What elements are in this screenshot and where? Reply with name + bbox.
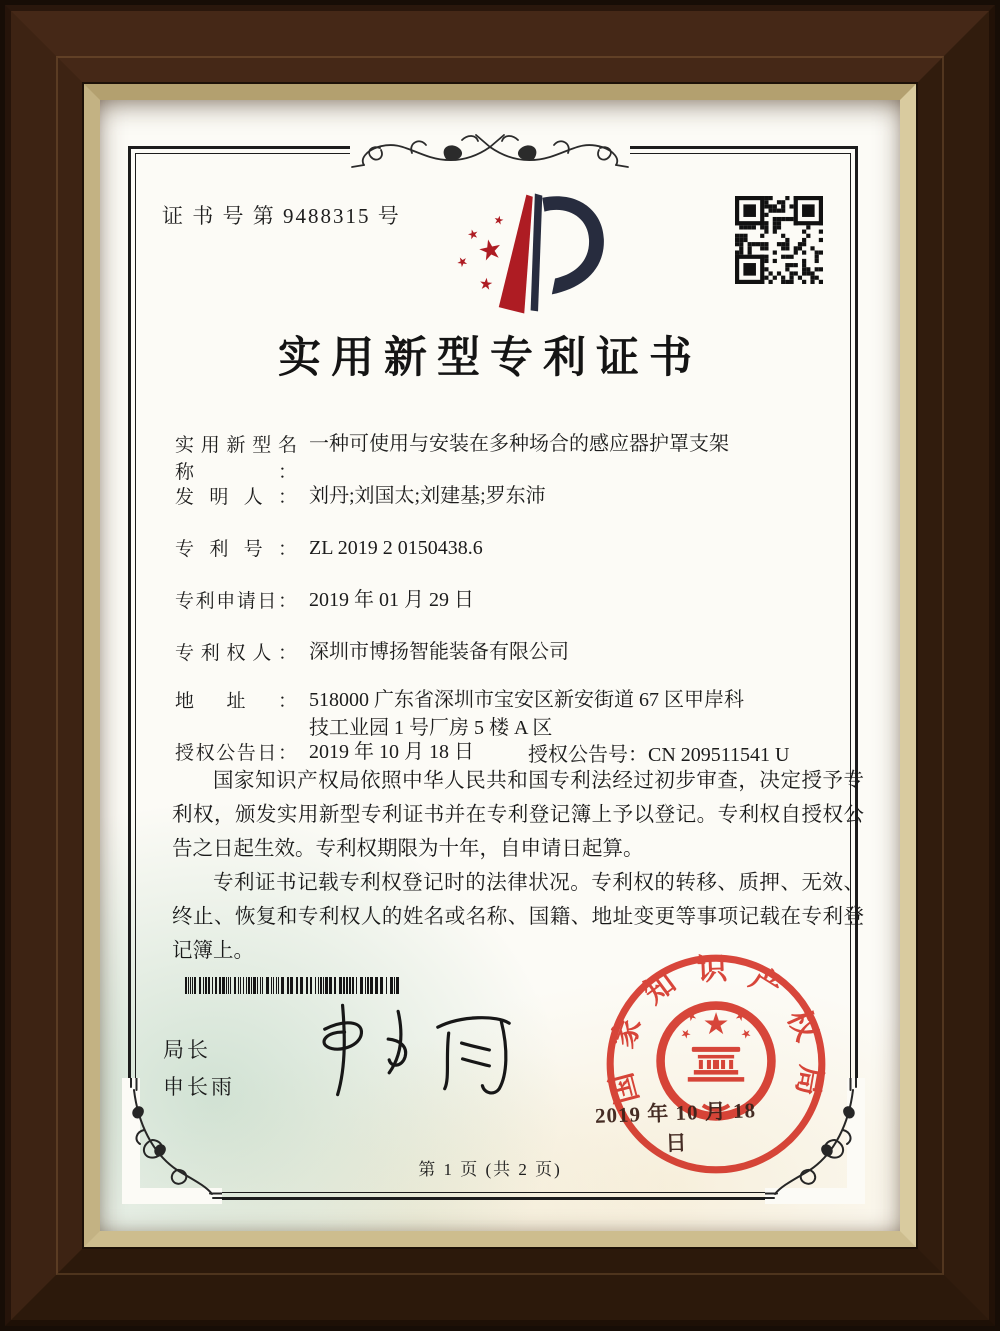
director-label: 局长	[163, 1038, 211, 1062]
field-row-grant-date	[175, 738, 789, 767]
field-label: 专利申请日：	[175, 591, 297, 612]
field-row-patentee	[175, 638, 569, 666]
top-flourish-ornament	[350, 120, 630, 178]
director-signature	[293, 998, 531, 1100]
grant-number-value: CN 209511541 U	[648, 744, 790, 766]
cnipa-logo-icon	[425, 184, 615, 322]
field-value: 2019 年 10 月 18 日	[309, 741, 474, 763]
grant-number-label: 授权公告号：	[528, 744, 648, 766]
svg-text:★: ★	[477, 273, 495, 294]
field-label: 专利号：	[175, 539, 297, 560]
svg-text:★: ★	[453, 253, 472, 272]
field-label: 授权公告日：	[175, 743, 297, 764]
field-value: 深圳市博扬智能装备有限公司	[309, 641, 569, 663]
seal-text: 国家知识产权局	[604, 951, 829, 1108]
field-row-inventors	[175, 482, 546, 510]
seal-small-star-icon: ★	[737, 1024, 756, 1043]
field-label: 地址：	[175, 691, 297, 712]
grant-number	[528, 738, 789, 767]
body-paragraph-1: 国家知识产权局依照中华人民共和国专利法经过初步审查，决定授予专利权，颁发实用新型专利证书并在专利登记簿上予以登记。专利权自授权公告之日起生效。专利权期限为十年，自申请日起算。	[172, 770, 864, 860]
svg-text:★: ★	[465, 226, 481, 244]
field-label: 实用新型名称：	[175, 435, 297, 483]
seal-date: 2019 年 10 月 18 日	[594, 1098, 757, 1156]
field-value: 2019 年 01 月 29 日	[309, 589, 474, 611]
field-value: 刘丹;刘国太;刘建基;罗东沛	[309, 485, 546, 507]
field-value: 一种可使用与安装在多种场合的感应器护罩支架	[309, 433, 729, 455]
seal-big-star-icon: ★	[702, 1007, 730, 1043]
certificate-number: 证 书 号 第 9488315 号	[162, 204, 401, 228]
seal-small-star-icon: ★	[683, 1007, 701, 1026]
certificate-title: 实用新型专利证书	[278, 335, 702, 382]
field-label: 专利权人：	[175, 643, 297, 664]
field-value: ZL 2019 2 0150438.6	[309, 537, 483, 559]
barcode	[185, 977, 401, 994]
director-block	[163, 1032, 235, 1106]
field-value: 518000 广东省深圳市宝安区新安街道 67 区甲岸科技工业园 1 号厂房 5 楼 A 区	[309, 689, 744, 739]
field-row-invention-name	[175, 430, 729, 484]
field-row-patent-number	[175, 534, 483, 562]
page-number: 第 1 页 (共 2 页)	[418, 1160, 562, 1179]
seal-small-star-icon: ★	[676, 1024, 695, 1043]
body-paragraph-2: 专利证书记载专利权登记时的法律状况。专利权的转移、质押、无效、终止、恢复和专利权人的姓名或名称、国籍、地址变更等事项记载在专利登记簿上。	[172, 872, 864, 962]
svg-text:★: ★	[492, 212, 506, 229]
seal-gate-emblem	[688, 1047, 744, 1082]
director-name: 申长雨	[163, 1075, 235, 1099]
field-label: 发明人：	[175, 487, 297, 508]
seal-small-star-icon: ★	[731, 1007, 749, 1026]
svg-text:★: ★	[474, 231, 506, 269]
qr-code	[735, 196, 823, 284]
field-row-address	[175, 686, 761, 742]
field-row-filing-date	[175, 586, 474, 614]
